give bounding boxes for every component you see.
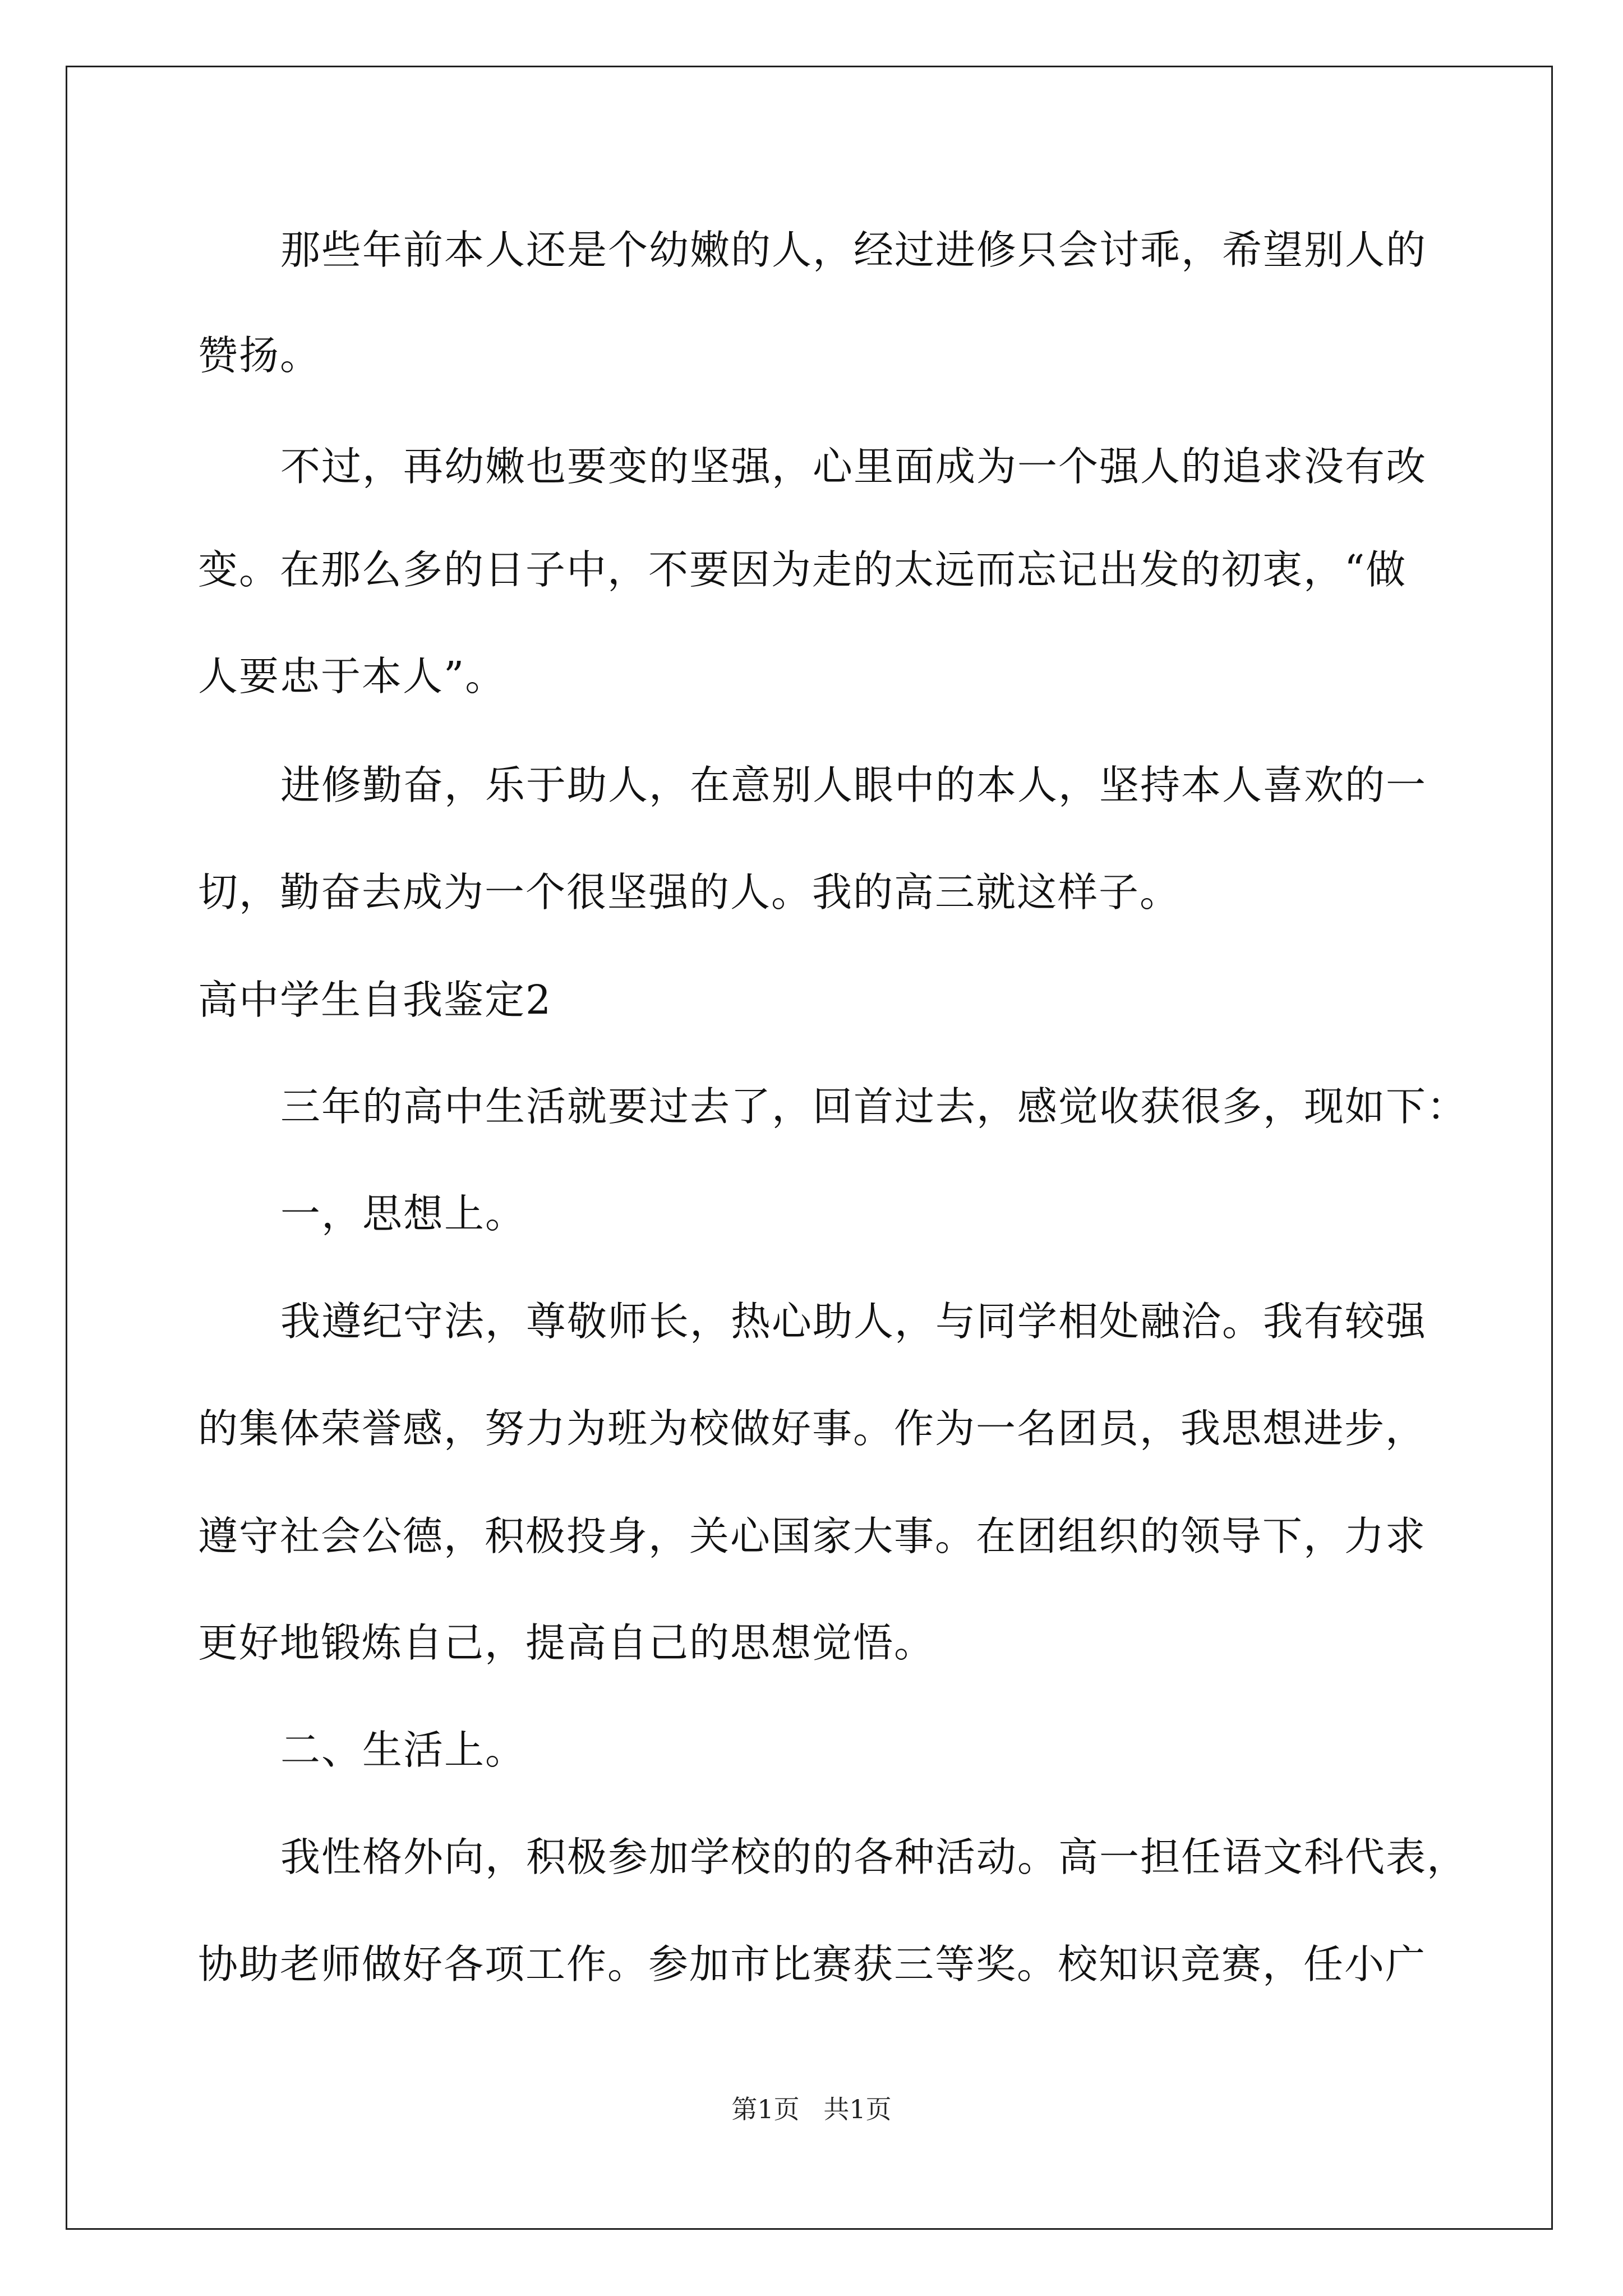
paragraph-line: 不过，再幼嫩也要变的坚强，心里面成为一个强人的追求没有改	[280, 443, 1427, 490]
page-border	[66, 66, 1553, 2230]
paragraph-line: 遵守社会公德，积极投身，关心国家大事。在团组织的领导下，力求	[198, 1513, 1427, 1559]
paragraph-line: 变。在那么多的日子中，不要因为走的太远而忘记出发的初衷，“做	[198, 546, 1407, 593]
paragraph-line: 三年的高中生活就要过去了，回首过去，感觉收获很多，现如下：	[280, 1083, 1468, 1130]
page-total: 共1页	[823, 2094, 892, 2124]
subheading-line: 二、生活上。	[280, 1727, 527, 1773]
paragraph-line: 的集体荣誉感，努力为班为校做好事。作为一名团员，我思想进步，	[198, 1405, 1427, 1452]
section-heading: 高中学生自我鉴定2	[198, 977, 552, 1023]
subheading-line: 一，思想上。	[280, 1190, 527, 1237]
paragraph-line: 进修勤奋，乐于助人，在意别人眼中的本人，坚持本人喜欢的一	[280, 762, 1427, 808]
paragraph-line: 我性格外向，积极参加学校的的各种活动。高一担任语文科代表，	[280, 1834, 1468, 1880]
page-footer	[0, 2092, 1623, 2126]
paragraph-line: 那些年前本人还是个幼嫩的人，经过进修只会讨乖，希望别人的	[280, 227, 1427, 273]
paragraph-line: 赞扬。	[198, 332, 321, 379]
paragraph-line: 人要忠于本人”。	[198, 653, 506, 700]
page-number: 第1页	[731, 2094, 800, 2124]
paragraph-line: 切，勤奋去成为一个很坚强的人。我的高三就这样子。	[198, 869, 1181, 915]
paragraph-line: 我遵纪守法，尊敬师长，热心助人，与同学相处融洽。我有较强	[280, 1298, 1427, 1345]
paragraph-line: 协助老师做好各项工作。参加市比赛获三等奖。校知识竞赛，任小广	[198, 1941, 1427, 1987]
paragraph-line: 更好地锻炼自己，提高自己的思想觉悟。	[198, 1619, 935, 1666]
